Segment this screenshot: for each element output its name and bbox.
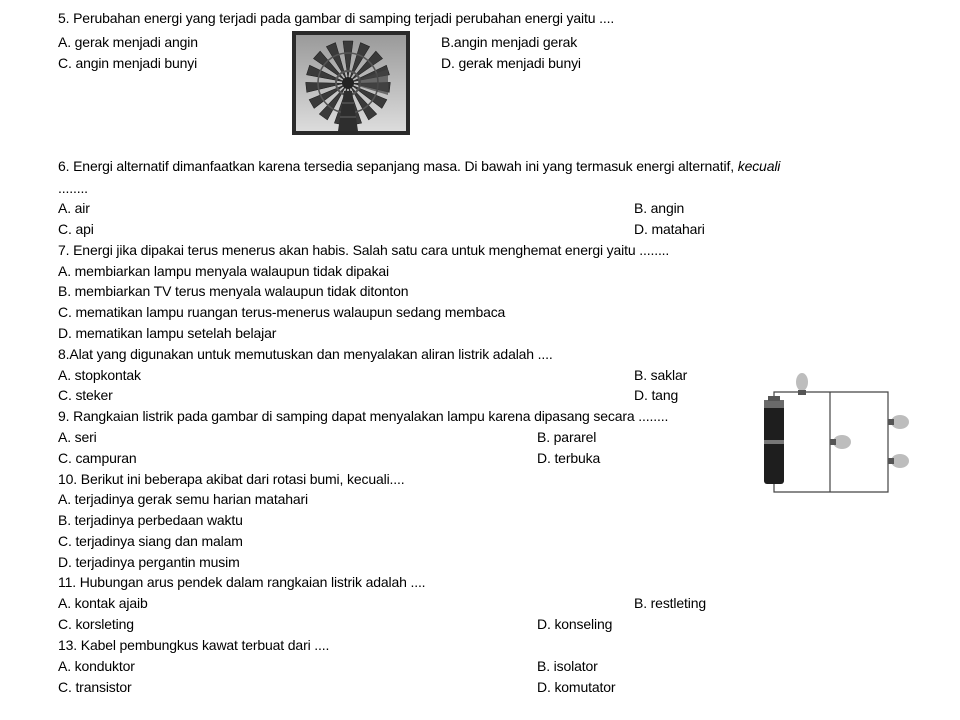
q6-option-b: B. angin bbox=[634, 200, 685, 216]
q13-option-d: D. komutator bbox=[537, 679, 616, 695]
circuit-diagram bbox=[758, 366, 916, 496]
q11-option-c: C. korsleting bbox=[58, 616, 134, 632]
q7-option-b: B. membiarkan TV terus menyala walaupun tidak ditonton bbox=[58, 283, 409, 299]
q10-question: 10. Berikut ini beberapa akibat dari rotasi bumi, kecuali.... bbox=[58, 471, 405, 487]
q9-question: 9. Rangkaian listrik pada gambar di samping dapat menyalakan lampu karena dipasang secara ........ bbox=[58, 408, 669, 424]
q6-question-text: 6. Energi alternatif dimanfaatkan karena tersedia sepanjang masa. Di bawah ini yang termasuk energi alternatif, bbox=[58, 158, 738, 174]
q6-question bbox=[58, 158, 780, 175]
q7-option-c: C. mematikan lampu ruangan terus-menerus walaupun sedang membaca bbox=[58, 304, 506, 320]
q8-question: 8.Alat yang digunakan untuk memutuskan dan menyalakan aliran listrik adalah .... bbox=[58, 346, 553, 362]
q9-option-b: B. pararel bbox=[537, 429, 597, 445]
q7-option-d: D. mematikan lampu setelah belajar bbox=[58, 325, 277, 341]
q13-option-b: B. isolator bbox=[537, 658, 598, 674]
q10-option-d: D. terjadinya pergantin musim bbox=[58, 554, 240, 570]
q13-option-a: A. konduktor bbox=[58, 658, 135, 674]
q6-emphasis: kecuali bbox=[737, 158, 781, 174]
q13-option-c: C. transistor bbox=[58, 679, 132, 695]
q6-option-a: A. air bbox=[58, 200, 90, 216]
q9-option-c: C. campuran bbox=[58, 450, 137, 466]
q10-option-a: A. terjadinya gerak semu harian matahari bbox=[58, 491, 309, 507]
q7-option-a: A. membiarkan lampu menyala walaupun tidak dipakai bbox=[58, 263, 390, 279]
q6-option-d: D. matahari bbox=[634, 221, 705, 237]
q10-option-c: C. terjadinya siang dan malam bbox=[58, 533, 243, 549]
q6-dots: ........ bbox=[58, 180, 88, 196]
q8-option-d: D. tang bbox=[634, 387, 679, 403]
q5-option-b: B.angin menjadi gerak bbox=[441, 34, 578, 50]
q5-question: 5. Perubahan energi yang terjadi pada gambar di samping terjadi perubahan energi yaitu .... bbox=[58, 10, 615, 26]
q8-option-c: C. steker bbox=[58, 387, 113, 403]
q5-option-c: C. angin menjadi bunyi bbox=[58, 55, 198, 71]
q11-option-b: B. restleting bbox=[634, 595, 706, 611]
q5-option-d: D. gerak menjadi bunyi bbox=[441, 55, 581, 71]
q11-question: 11. Hubungan arus pendek dalam rangkaian listrik adalah .... bbox=[58, 574, 426, 590]
q9-option-d: D. terbuka bbox=[537, 450, 601, 466]
windmill-image bbox=[292, 31, 410, 135]
q6-option-c: C. api bbox=[58, 221, 94, 237]
q9-option-a: A. seri bbox=[58, 429, 97, 445]
q11-option-d: D. konseling bbox=[537, 616, 613, 632]
q10-option-b: B. terjadinya perbedaan waktu bbox=[58, 512, 243, 528]
q5-option-a: A. gerak menjadi angin bbox=[58, 34, 198, 50]
q13-question: 13. Kabel pembungkus kawat terbuat dari .... bbox=[58, 637, 330, 653]
q8-option-a: A. stopkontak bbox=[58, 367, 141, 383]
q7-question: 7. Energi jika dipakai terus menerus akan habis. Salah satu cara untuk menghemat energi yaitu ........ bbox=[58, 242, 670, 258]
q8-option-b: B. saklar bbox=[634, 367, 688, 383]
q11-option-a: A. kontak ajaib bbox=[58, 595, 148, 611]
